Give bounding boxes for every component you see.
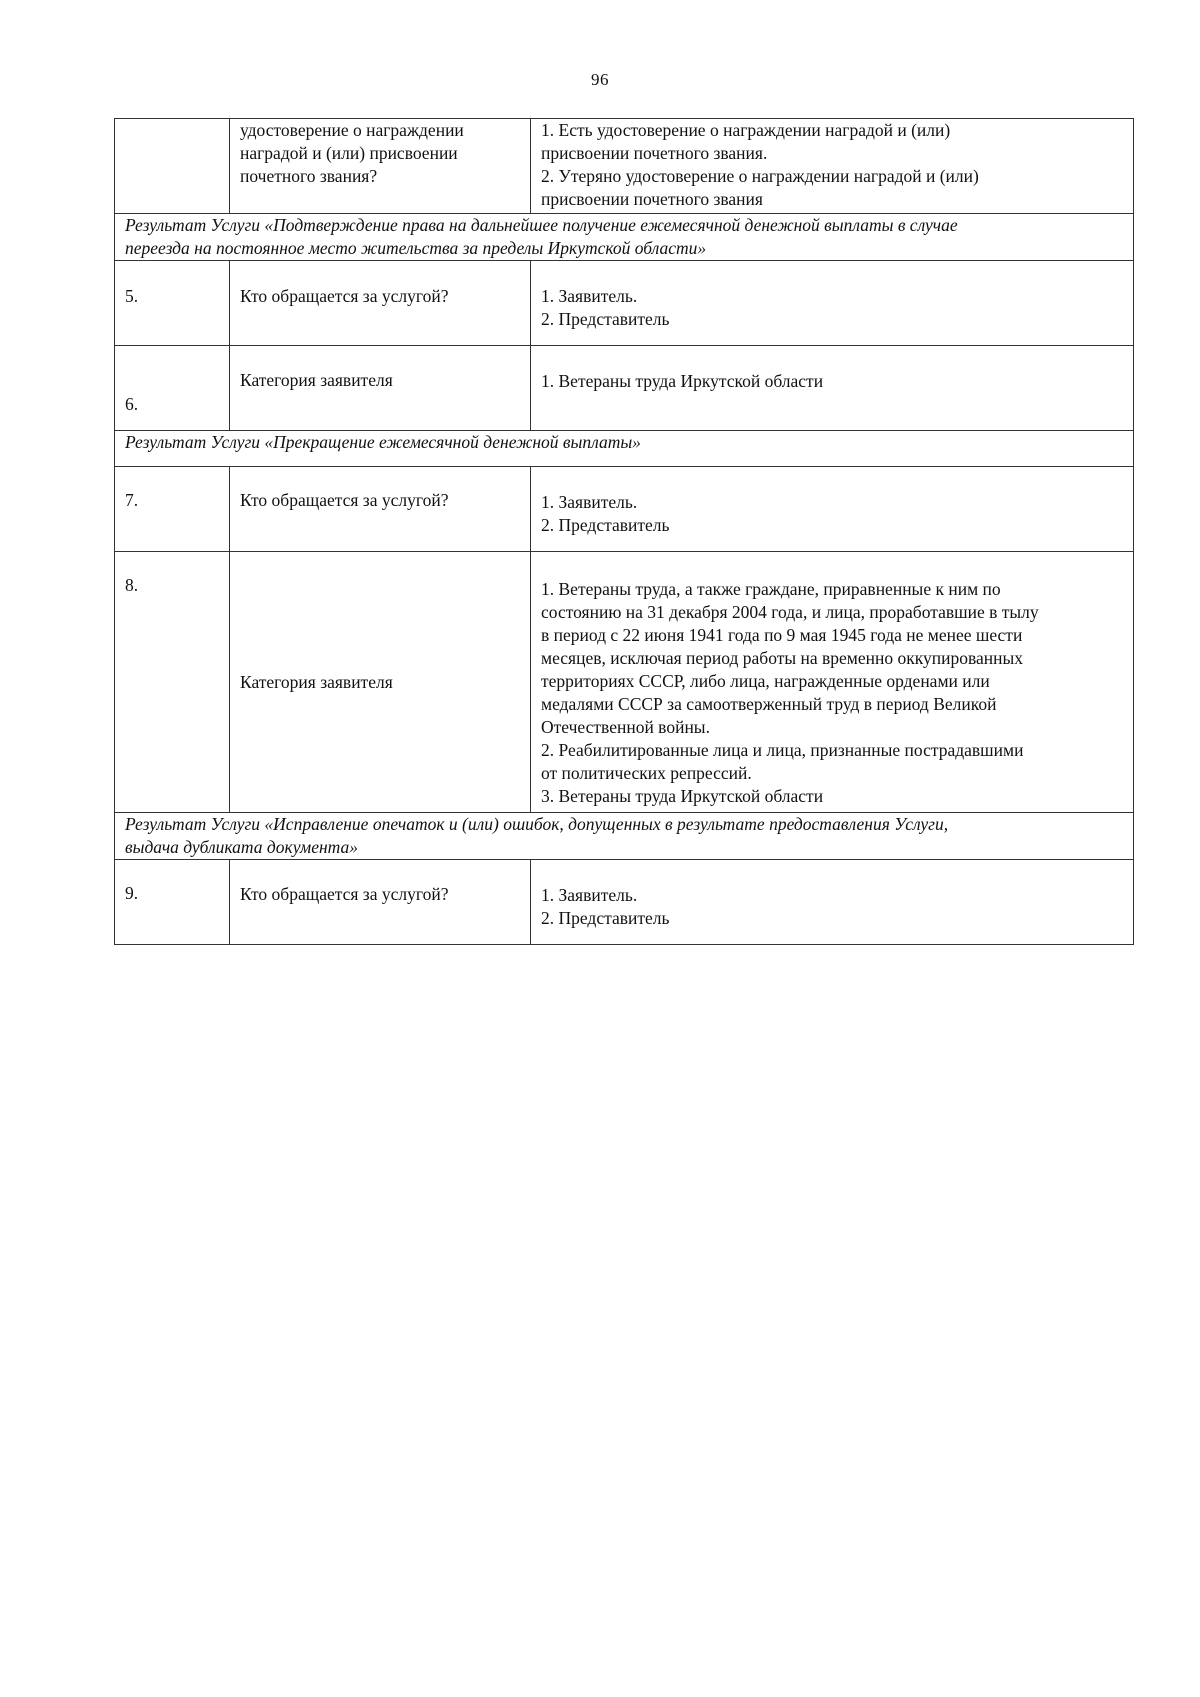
answer-line: от политических репрессий.: [541, 763, 752, 783]
answer-line: 2. Представитель: [541, 309, 670, 329]
answer-line: в период с 22 июня 1941 года по 9 мая 1945 года не менее шести: [541, 625, 1023, 645]
answer-line: 1. Ветераны труда, а также граждане, приравненные к ним по: [541, 579, 1001, 599]
answer-line: 2. Представитель: [541, 908, 670, 928]
answer-line: Отечественной войны.: [541, 717, 710, 737]
answer-line: 2. Утеряно удостоверение о награждении наградой и (или): [541, 166, 979, 186]
section-title: [115, 813, 1134, 860]
section-title: [115, 431, 1134, 467]
section-title-line: выдача дубликата документа»: [125, 837, 358, 857]
answer-cell: [531, 346, 1134, 431]
table-row: [115, 552, 1134, 813]
answer-line: медалями СССР за самоотверженный труд в период Великой: [541, 694, 997, 714]
row-number: 9.: [115, 860, 230, 945]
section-title: [115, 214, 1134, 261]
question-line: почетного звания?: [240, 166, 378, 186]
question-cell: Кто обращается за услугой?: [230, 261, 531, 346]
row-number: 7.: [115, 467, 230, 552]
table-row: [115, 119, 1134, 214]
answer-line: 2. Реабилитированные лица и лица, признанные пострадавшими: [541, 740, 1024, 760]
answer-cell: [531, 119, 1134, 214]
answer-cell: [531, 860, 1134, 945]
row-number-cell: [115, 119, 230, 214]
page-number: 96: [591, 70, 609, 89]
section-header-row: [115, 431, 1134, 467]
question-cell: Категория заявителя: [230, 346, 531, 431]
section-title-line: Результат Услуги «Исправление опечаток и (или) ошибок, допущенных в результате предоставления Услуги,: [125, 814, 949, 834]
question-cell: [230, 119, 531, 214]
section-header-row: [115, 214, 1134, 261]
table-row: [115, 860, 1134, 945]
question-line: удостоверение о награждении: [240, 120, 464, 140]
answer-line: 1. Заявитель.: [541, 885, 638, 905]
answer-line: 1. Заявитель.: [541, 492, 638, 512]
answer-cell: [531, 467, 1134, 552]
question-cell: Кто обращается за услугой?: [230, 860, 531, 945]
section-title-line: Результат Услуги «Прекращение ежемесячной денежной выплаты»: [125, 432, 641, 452]
row-number: 8.: [115, 552, 230, 813]
answer-line: 1. Ветераны труда Иркутской области: [541, 371, 824, 391]
answer-line: присвоении почетного звания: [541, 189, 763, 209]
question-cell: Категория заявителя: [230, 552, 531, 813]
question-line: наградой и (или) присвоении: [240, 143, 458, 163]
answer-cell: [531, 552, 1134, 813]
answer-line: 1. Есть удостоверение о награждении наградой и (или): [541, 120, 951, 140]
answer-line: состоянию на 31 декабря 2004 года, и лица, проработавшие в тылу: [541, 602, 1039, 622]
table-row: [115, 346, 1134, 431]
table-row: [115, 467, 1134, 552]
answer-line: месяцев, исключая период работы на временно оккупированных: [541, 648, 1024, 668]
answer-line: 2. Представитель: [541, 515, 670, 535]
table-row: [115, 261, 1134, 346]
section-title-line: переезда на постоянное место жительства за пределы Иркутской области»: [125, 238, 707, 258]
question-cell: Кто обращается за услугой?: [230, 467, 531, 552]
answer-line: территориях СССР, либо лица, награжденные орденами или: [541, 671, 990, 691]
row-number: 5.: [115, 261, 230, 346]
answer-line: присвоении почетного звания.: [541, 143, 768, 163]
section-title-line: Результат Услуги «Подтверждение права на дальнейшее получение ежемесячной денежной выплаты в случае: [125, 215, 958, 235]
row-number: 6.: [115, 346, 230, 431]
answer-line: 1. Заявитель.: [541, 286, 638, 306]
section-header-row: [115, 813, 1134, 860]
answer-cell: [531, 261, 1134, 346]
answer-line: 3. Ветераны труда Иркутской области: [541, 786, 824, 806]
document-table: [114, 118, 1134, 945]
